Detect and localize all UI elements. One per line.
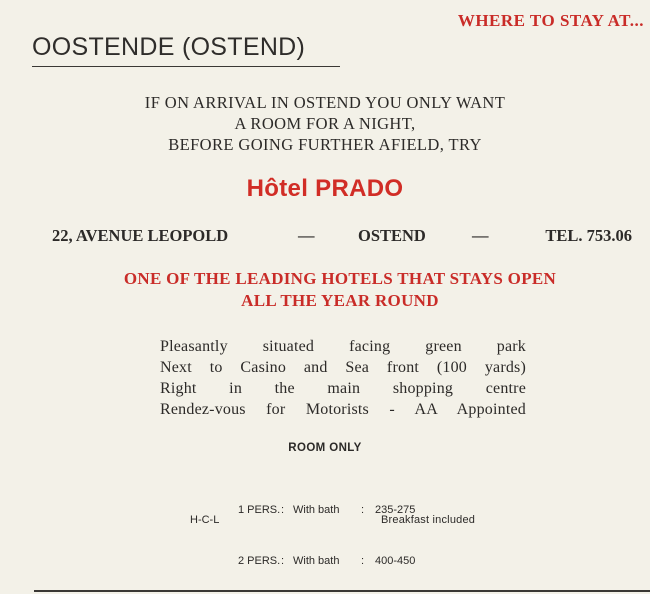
rate-separator: : xyxy=(361,504,365,516)
rate-price: 235-275 xyxy=(375,504,416,516)
intro-line: IF ON ARRIVAL IN OSTEND YOU ONLY WANT xyxy=(144,93,506,112)
feature-line: Rendez-vous for Motorists - AA Appointed xyxy=(160,401,526,418)
rate-separator: : xyxy=(281,504,285,516)
title-underline xyxy=(32,66,340,67)
rate-price: 400-450 xyxy=(375,555,416,567)
rate-room-type: With bath xyxy=(293,504,340,516)
rates-table xyxy=(238,468,415,587)
rate-persons: 2 PERS. xyxy=(238,555,281,567)
rate-separator: : xyxy=(281,555,285,567)
feature-line: Pleasantly situated facing green park xyxy=(160,338,526,355)
hotel-tagline xyxy=(60,268,620,312)
feature-line: Right in the main shopping centre xyxy=(160,380,526,397)
features-list xyxy=(160,336,526,420)
address-row xyxy=(52,226,632,248)
address-street: 22, AVENUE LEOPOLD xyxy=(52,226,229,245)
tagline-line: ONE OF THE LEADING HOTELS THAT STAYS OPEN xyxy=(123,269,557,288)
intro-text xyxy=(70,92,580,155)
address-dash: — xyxy=(298,226,315,245)
hotel-name: Hôtel PRADO xyxy=(246,175,404,202)
feature-line: Next to Casino and Sea front (100 yards) xyxy=(160,359,526,376)
rate-persons: 1 PERS. xyxy=(238,504,281,516)
rate-row xyxy=(238,553,415,570)
rate-room-type: With bath xyxy=(293,555,340,567)
rates-heading: ROOM ONLY xyxy=(288,442,362,454)
bottom-rule xyxy=(34,590,650,592)
address-town: OSTEND xyxy=(358,226,426,245)
rate-separator: : xyxy=(361,555,365,567)
address-dash: — xyxy=(472,226,489,245)
breakfast-note: Breakfast included xyxy=(381,514,476,526)
section-header: WHERE TO STAY AT... xyxy=(457,11,644,30)
intro-line: BEFORE GOING FURTHER AFIELD, TRY xyxy=(168,135,482,154)
city-title: OOSTENDE (OSTEND) xyxy=(32,33,306,61)
address-telephone: TEL. 753.06 xyxy=(545,226,632,245)
amenities-code: H-C-L xyxy=(190,514,220,526)
intro-line: A ROOM FOR A NIGHT, xyxy=(234,114,416,133)
tagline-line: ALL THE YEAR ROUND xyxy=(241,291,439,310)
